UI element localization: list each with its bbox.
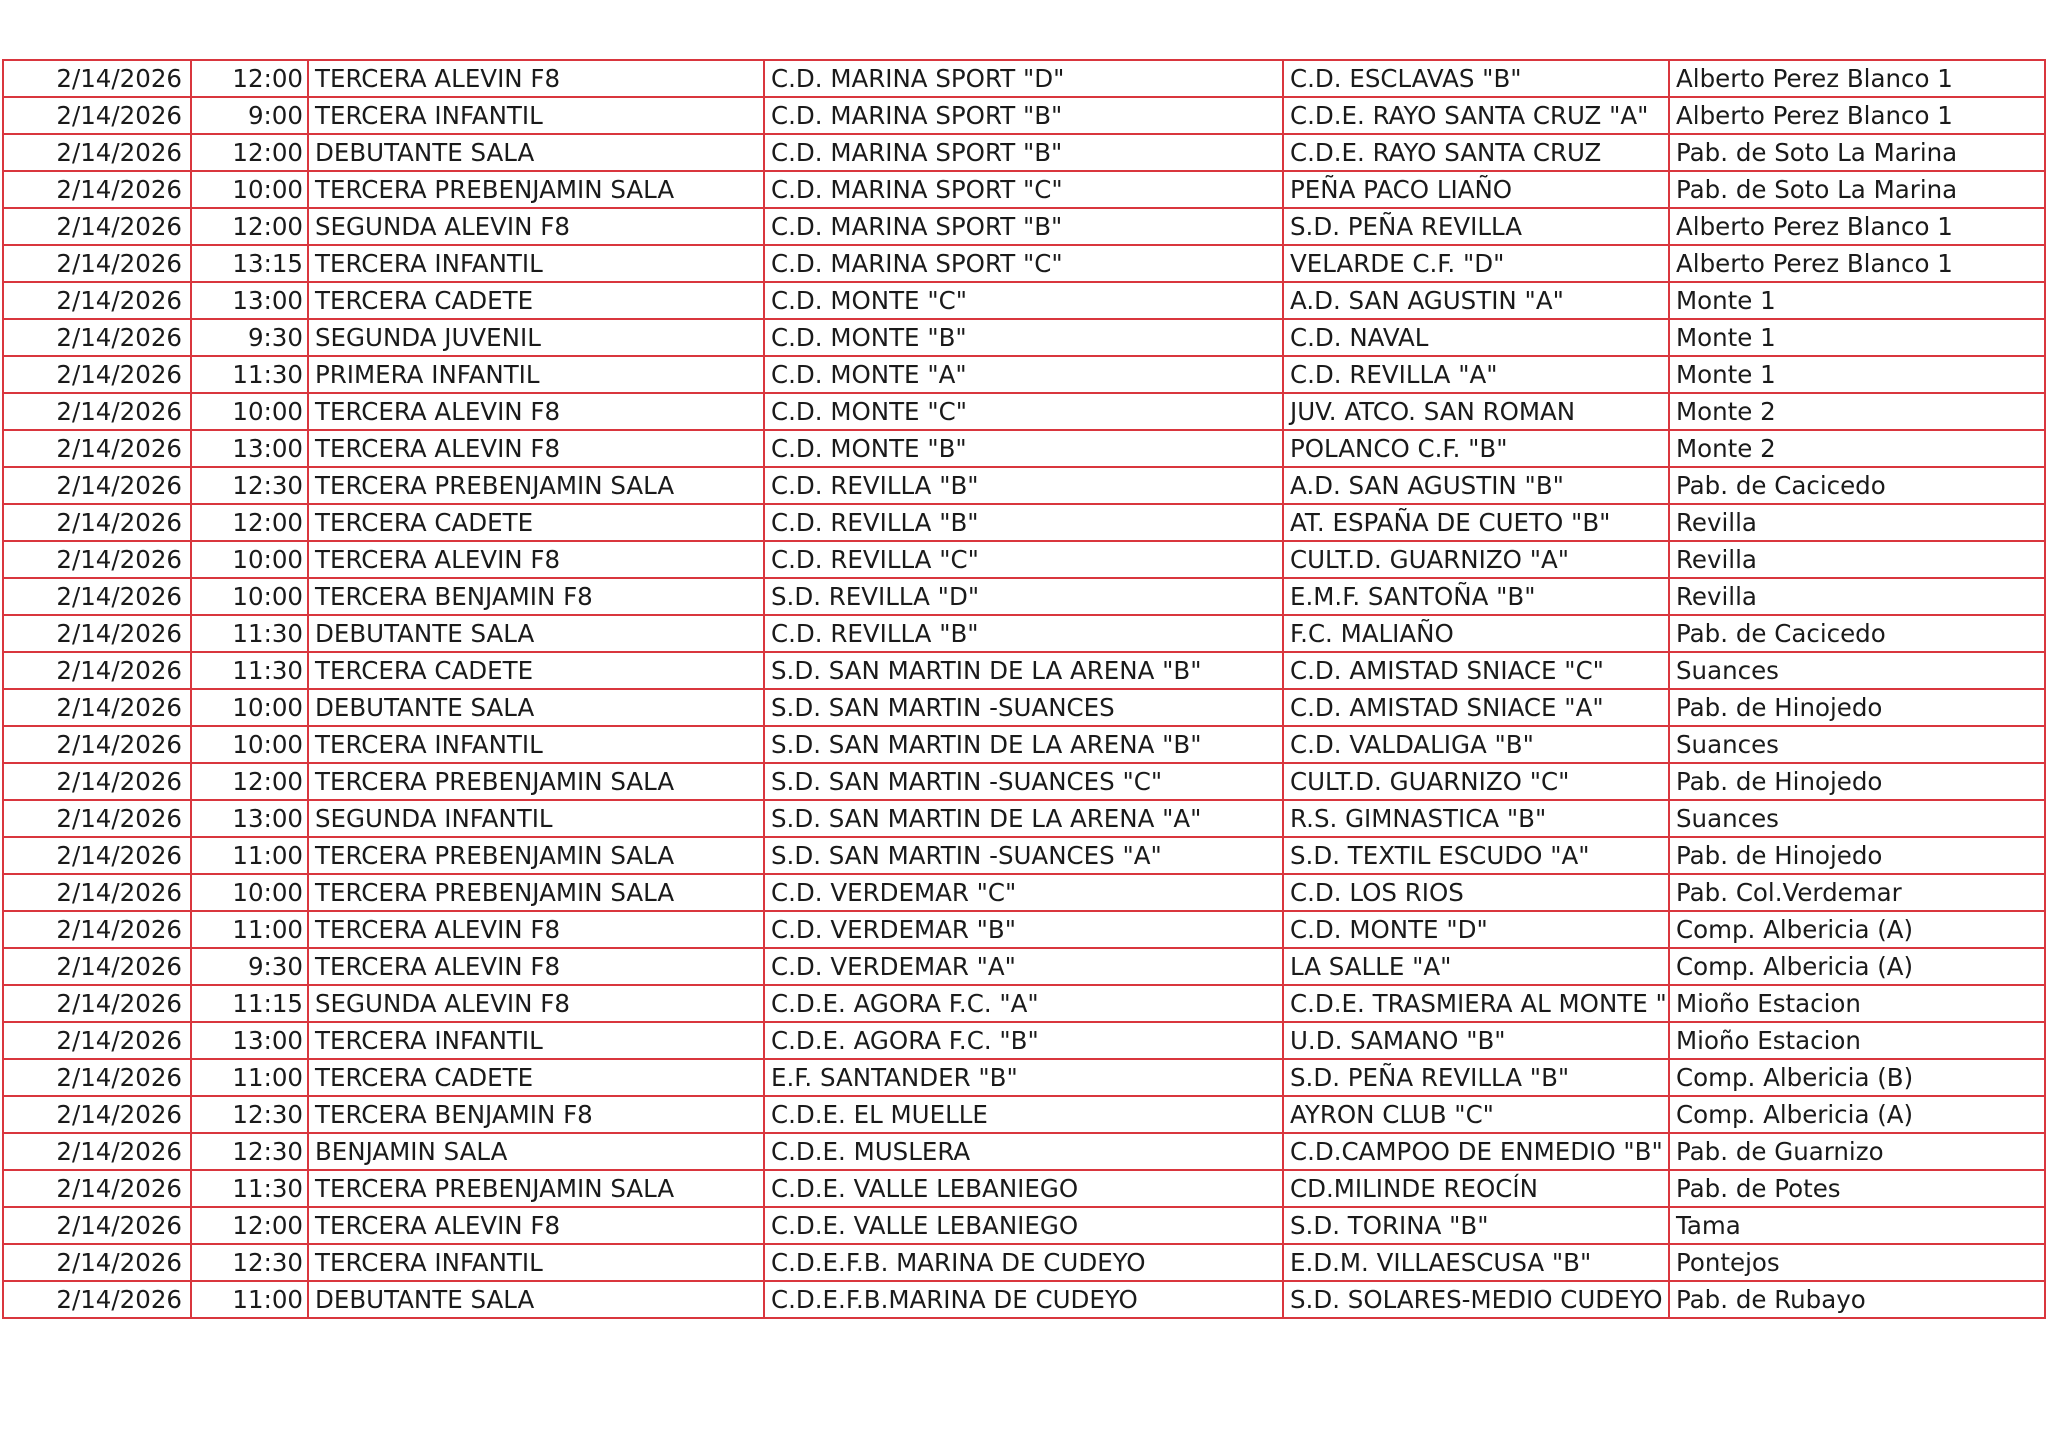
table-row bbox=[3, 948, 2045, 985]
match-category-cell: TERCERA PREBENJAMIN SALA bbox=[308, 1170, 764, 1207]
home-team-cell: C.D.E.F.B. MARINA DE CUDEYO bbox=[764, 1244, 1283, 1281]
home-team-cell: C.D. MARINA SPORT "B" bbox=[764, 208, 1283, 245]
away-team-cell: VELARDE C.F. "D" bbox=[1283, 245, 1669, 282]
away-team-cell: U.D. SAMANO "B" bbox=[1283, 1022, 1669, 1059]
venue-cell: Monte 2 bbox=[1669, 430, 2045, 467]
match-category-cell: SEGUNDA INFANTIL bbox=[308, 800, 764, 837]
table-row bbox=[3, 208, 2045, 245]
match-date-cell: 2/14/2026 bbox=[3, 1096, 191, 1133]
match-date-cell: 2/14/2026 bbox=[3, 800, 191, 837]
away-team-cell: E.D.M. VILLAESCUSA "B" bbox=[1283, 1244, 1669, 1281]
match-time-cell: 10:00 bbox=[191, 541, 308, 578]
away-team-cell: S.D. PEÑA REVILLA "B" bbox=[1283, 1059, 1669, 1096]
venue-cell: Mioño Estacion bbox=[1669, 1022, 2045, 1059]
table-row bbox=[3, 1244, 2045, 1281]
match-date-cell: 2/14/2026 bbox=[3, 97, 191, 134]
match-category-cell: TERCERA PREBENJAMIN SALA bbox=[308, 874, 764, 911]
match-schedule-table bbox=[2, 59, 2046, 1319]
table-row bbox=[3, 985, 2045, 1022]
match-category-cell: TERCERA ALEVIN F8 bbox=[308, 430, 764, 467]
match-time-cell: 12:30 bbox=[191, 1244, 308, 1281]
match-category-cell: DEBUTANTE SALA bbox=[308, 689, 764, 726]
venue-cell: Tama bbox=[1669, 1207, 2045, 1244]
table-row bbox=[3, 1096, 2045, 1133]
match-time-cell: 10:00 bbox=[191, 393, 308, 430]
match-category-cell: TERCERA ALEVIN F8 bbox=[308, 541, 764, 578]
venue-cell: Comp. Albericia (A) bbox=[1669, 911, 2045, 948]
table-row bbox=[3, 245, 2045, 282]
table-row bbox=[3, 430, 2045, 467]
match-date-cell: 2/14/2026 bbox=[3, 911, 191, 948]
home-team-cell: C.D.E. AGORA F.C. "B" bbox=[764, 1022, 1283, 1059]
venue-cell: Pab. de Soto La Marina bbox=[1669, 134, 2045, 171]
match-time-cell: 10:00 bbox=[191, 171, 308, 208]
match-time-cell: 11:30 bbox=[191, 356, 308, 393]
away-team-cell: C.D. MONTE "D" bbox=[1283, 911, 1669, 948]
match-category-cell: TERCERA CADETE bbox=[308, 282, 764, 319]
match-category-cell: PRIMERA INFANTIL bbox=[308, 356, 764, 393]
match-time-cell: 11:00 bbox=[191, 1059, 308, 1096]
home-team-cell: C.D.E.F.B.MARINA DE CUDEYO bbox=[764, 1281, 1283, 1318]
table-row bbox=[3, 504, 2045, 541]
match-category-cell: TERCERA INFANTIL bbox=[308, 726, 764, 763]
venue-cell: Suances bbox=[1669, 726, 2045, 763]
match-time-cell: 12:00 bbox=[191, 60, 308, 97]
home-team-cell: C.D. MONTE "C" bbox=[764, 282, 1283, 319]
away-team-cell: C.D. VALDALIGA "B" bbox=[1283, 726, 1669, 763]
venue-cell: Pab. de Hinojedo bbox=[1669, 689, 2045, 726]
away-team-cell: E.M.F. SANTOÑA "B" bbox=[1283, 578, 1669, 615]
away-team-cell: S.D. SOLARES-MEDIO CUDEYO bbox=[1283, 1281, 1669, 1318]
match-category-cell: TERCERA INFANTIL bbox=[308, 245, 764, 282]
table-row bbox=[3, 652, 2045, 689]
match-category-cell: TERCERA ALEVIN F8 bbox=[308, 911, 764, 948]
away-team-cell: C.D.E. RAYO SANTA CRUZ "A" bbox=[1283, 97, 1669, 134]
match-category-cell: BENJAMIN SALA bbox=[308, 1133, 764, 1170]
away-team-cell: C.D.E. TRASMIERA AL MONTE " bbox=[1283, 985, 1669, 1022]
table-row bbox=[3, 467, 2045, 504]
home-team-cell: C.D. REVILLA "B" bbox=[764, 615, 1283, 652]
away-team-cell: C.D. LOS RIOS bbox=[1283, 874, 1669, 911]
match-date-cell: 2/14/2026 bbox=[3, 689, 191, 726]
venue-cell: Monte 1 bbox=[1669, 356, 2045, 393]
table-row bbox=[3, 134, 2045, 171]
venue-cell: Monte 1 bbox=[1669, 319, 2045, 356]
table-row bbox=[3, 1022, 2045, 1059]
venue-cell: Mioño Estacion bbox=[1669, 985, 2045, 1022]
table-row bbox=[3, 1281, 2045, 1318]
venue-cell: Comp. Albericia (A) bbox=[1669, 948, 2045, 985]
match-category-cell: TERCERA PREBENJAMIN SALA bbox=[308, 763, 764, 800]
match-date-cell: 2/14/2026 bbox=[3, 1133, 191, 1170]
match-date-cell: 2/14/2026 bbox=[3, 245, 191, 282]
home-team-cell: C.D. MONTE "B" bbox=[764, 430, 1283, 467]
home-team-cell: C.D. MARINA SPORT "C" bbox=[764, 171, 1283, 208]
match-category-cell: DEBUTANTE SALA bbox=[308, 134, 764, 171]
match-date-cell: 2/14/2026 bbox=[3, 1170, 191, 1207]
table-row bbox=[3, 1207, 2045, 1244]
home-team-cell: C.D. REVILLA "B" bbox=[764, 467, 1283, 504]
table-row bbox=[3, 578, 2045, 615]
away-team-cell: C.D. ESCLAVAS "B" bbox=[1283, 60, 1669, 97]
home-team-cell: S.D. REVILLA "D" bbox=[764, 578, 1283, 615]
venue-cell: Pab. Col.Verdemar bbox=[1669, 874, 2045, 911]
match-category-cell: TERCERA PREBENJAMIN SALA bbox=[308, 837, 764, 874]
venue-cell: Suances bbox=[1669, 652, 2045, 689]
match-date-cell: 2/14/2026 bbox=[3, 60, 191, 97]
match-date-cell: 2/14/2026 bbox=[3, 615, 191, 652]
match-category-cell: TERCERA INFANTIL bbox=[308, 97, 764, 134]
away-team-cell: C.D.CAMPOO DE ENMEDIO "B" bbox=[1283, 1133, 1669, 1170]
venue-cell: Pontejos bbox=[1669, 1244, 2045, 1281]
match-time-cell: 11:30 bbox=[191, 615, 308, 652]
match-category-cell: TERCERA ALEVIN F8 bbox=[308, 60, 764, 97]
away-team-cell: CD.MILINDE REOCÍN bbox=[1283, 1170, 1669, 1207]
table-row bbox=[3, 837, 2045, 874]
match-category-cell: TERCERA CADETE bbox=[308, 1059, 764, 1096]
venue-cell: Pab. de Hinojedo bbox=[1669, 837, 2045, 874]
match-time-cell: 10:00 bbox=[191, 874, 308, 911]
home-team-cell: C.D. MONTE "B" bbox=[764, 319, 1283, 356]
match-time-cell: 9:30 bbox=[191, 319, 308, 356]
match-time-cell: 12:00 bbox=[191, 763, 308, 800]
home-team-cell: S.D. SAN MARTIN DE LA ARENA "A" bbox=[764, 800, 1283, 837]
match-date-cell: 2/14/2026 bbox=[3, 1022, 191, 1059]
venue-cell: Alberto Perez Blanco 1 bbox=[1669, 97, 2045, 134]
match-time-cell: 12:00 bbox=[191, 134, 308, 171]
table-row bbox=[3, 1133, 2045, 1170]
match-date-cell: 2/14/2026 bbox=[3, 393, 191, 430]
match-date-cell: 2/14/2026 bbox=[3, 1059, 191, 1096]
match-category-cell: TERCERA PREBENJAMIN SALA bbox=[308, 467, 764, 504]
venue-cell: Monte 2 bbox=[1669, 393, 2045, 430]
home-team-cell: S.D. SAN MARTIN -SUANCES "C" bbox=[764, 763, 1283, 800]
away-team-cell: F.C. MALIAÑO bbox=[1283, 615, 1669, 652]
venue-cell: Revilla bbox=[1669, 578, 2045, 615]
table-row bbox=[3, 689, 2045, 726]
venue-cell: Alberto Perez Blanco 1 bbox=[1669, 60, 2045, 97]
match-category-cell: TERCERA CADETE bbox=[308, 652, 764, 689]
match-date-cell: 2/14/2026 bbox=[3, 134, 191, 171]
match-date-cell: 2/14/2026 bbox=[3, 1244, 191, 1281]
home-team-cell: C.D. REVILLA "C" bbox=[764, 541, 1283, 578]
match-date-cell: 2/14/2026 bbox=[3, 282, 191, 319]
home-team-cell: S.D. SAN MARTIN DE LA ARENA "B" bbox=[764, 652, 1283, 689]
home-team-cell: C.D.E. MUSLERA bbox=[764, 1133, 1283, 1170]
venue-cell: Pab. de Hinojedo bbox=[1669, 763, 2045, 800]
match-category-cell: TERCERA BENJAMIN F8 bbox=[308, 1096, 764, 1133]
match-time-cell: 11:00 bbox=[191, 837, 308, 874]
home-team-cell: S.D. SAN MARTIN -SUANCES bbox=[764, 689, 1283, 726]
away-team-cell: S.D. TORINA "B" bbox=[1283, 1207, 1669, 1244]
match-time-cell: 13:00 bbox=[191, 800, 308, 837]
match-time-cell: 12:00 bbox=[191, 504, 308, 541]
match-category-cell: SEGUNDA ALEVIN F8 bbox=[308, 985, 764, 1022]
table-row bbox=[3, 541, 2045, 578]
match-category-cell: TERCERA ALEVIN F8 bbox=[308, 948, 764, 985]
match-category-cell: DEBUTANTE SALA bbox=[308, 615, 764, 652]
home-team-cell: C.D. MONTE "C" bbox=[764, 393, 1283, 430]
venue-cell: Pab. de Cacicedo bbox=[1669, 467, 2045, 504]
venue-cell: Suances bbox=[1669, 800, 2045, 837]
venue-cell: Comp. Albericia (A) bbox=[1669, 1096, 2045, 1133]
match-time-cell: 12:00 bbox=[191, 1207, 308, 1244]
match-date-cell: 2/14/2026 bbox=[3, 1207, 191, 1244]
venue-cell: Revilla bbox=[1669, 541, 2045, 578]
match-time-cell: 13:00 bbox=[191, 430, 308, 467]
match-date-cell: 2/14/2026 bbox=[3, 467, 191, 504]
match-time-cell: 13:15 bbox=[191, 245, 308, 282]
match-time-cell: 9:00 bbox=[191, 97, 308, 134]
match-time-cell: 12:30 bbox=[191, 1133, 308, 1170]
home-team-cell: E.F. SANTANDER "B" bbox=[764, 1059, 1283, 1096]
match-category-cell: TERCERA ALEVIN F8 bbox=[308, 393, 764, 430]
away-team-cell: R.S. GIMNASTICA "B" bbox=[1283, 800, 1669, 837]
match-date-cell: 2/14/2026 bbox=[3, 1281, 191, 1318]
away-team-cell: C.D. NAVAL bbox=[1283, 319, 1669, 356]
home-team-cell: C.D. REVILLA "B" bbox=[764, 504, 1283, 541]
match-time-cell: 9:30 bbox=[191, 948, 308, 985]
table-row bbox=[3, 356, 2045, 393]
match-date-cell: 2/14/2026 bbox=[3, 208, 191, 245]
table-row bbox=[3, 282, 2045, 319]
venue-cell: Alberto Perez Blanco 1 bbox=[1669, 208, 2045, 245]
table-row bbox=[3, 60, 2045, 97]
away-team-cell: C.D. AMISTAD SNIACE "C" bbox=[1283, 652, 1669, 689]
match-category-cell: TERCERA INFANTIL bbox=[308, 1244, 764, 1281]
home-team-cell: C.D. MARINA SPORT "B" bbox=[764, 134, 1283, 171]
away-team-cell: POLANCO C.F. "B" bbox=[1283, 430, 1669, 467]
match-date-cell: 2/14/2026 bbox=[3, 837, 191, 874]
match-time-cell: 10:00 bbox=[191, 689, 308, 726]
venue-cell: Pab. de Rubayo bbox=[1669, 1281, 2045, 1318]
match-time-cell: 10:00 bbox=[191, 726, 308, 763]
table-row bbox=[3, 319, 2045, 356]
away-team-cell: LA SALLE "A" bbox=[1283, 948, 1669, 985]
match-date-cell: 2/14/2026 bbox=[3, 948, 191, 985]
match-date-cell: 2/14/2026 bbox=[3, 171, 191, 208]
away-team-cell: CULT.D. GUARNIZO "C" bbox=[1283, 763, 1669, 800]
away-team-cell: PEÑA PACO LIAÑO bbox=[1283, 171, 1669, 208]
match-category-cell: SEGUNDA JUVENIL bbox=[308, 319, 764, 356]
away-team-cell: AYRON CLUB "C" bbox=[1283, 1096, 1669, 1133]
match-schedule-body bbox=[3, 60, 2045, 1318]
match-time-cell: 12:30 bbox=[191, 467, 308, 504]
match-date-cell: 2/14/2026 bbox=[3, 726, 191, 763]
table-row bbox=[3, 97, 2045, 134]
home-team-cell: S.D. SAN MARTIN DE LA ARENA "B" bbox=[764, 726, 1283, 763]
table-row bbox=[3, 800, 2045, 837]
match-time-cell: 11:30 bbox=[191, 652, 308, 689]
venue-cell: Pab. de Guarnizo bbox=[1669, 1133, 2045, 1170]
away-team-cell: S.D. PEÑA REVILLA bbox=[1283, 208, 1669, 245]
home-team-cell: S.D. SAN MARTIN -SUANCES "A" bbox=[764, 837, 1283, 874]
match-category-cell: SEGUNDA ALEVIN F8 bbox=[308, 208, 764, 245]
match-time-cell: 11:00 bbox=[191, 1281, 308, 1318]
home-team-cell: C.D. VERDEMAR "A" bbox=[764, 948, 1283, 985]
home-team-cell: C.D. MARINA SPORT "C" bbox=[764, 245, 1283, 282]
venue-cell: Pab. de Potes bbox=[1669, 1170, 2045, 1207]
table-row bbox=[3, 171, 2045, 208]
table-row bbox=[3, 763, 2045, 800]
match-category-cell: TERCERA CADETE bbox=[308, 504, 764, 541]
away-team-cell: C.D. REVILLA "A" bbox=[1283, 356, 1669, 393]
away-team-cell: JUV. ATCO. SAN ROMAN bbox=[1283, 393, 1669, 430]
match-date-cell: 2/14/2026 bbox=[3, 356, 191, 393]
table-row bbox=[3, 911, 2045, 948]
match-time-cell: 11:15 bbox=[191, 985, 308, 1022]
table-row bbox=[3, 1059, 2045, 1096]
match-category-cell: TERCERA PREBENJAMIN SALA bbox=[308, 171, 764, 208]
match-date-cell: 2/14/2026 bbox=[3, 874, 191, 911]
away-team-cell: A.D. SAN AGUSTIN "A" bbox=[1283, 282, 1669, 319]
match-date-cell: 2/14/2026 bbox=[3, 541, 191, 578]
table-row bbox=[3, 1170, 2045, 1207]
match-category-cell: TERCERA BENJAMIN F8 bbox=[308, 578, 764, 615]
match-time-cell: 12:30 bbox=[191, 1096, 308, 1133]
away-team-cell: C.D.E. RAYO SANTA CRUZ bbox=[1283, 134, 1669, 171]
home-team-cell: C.D.E. VALLE LEBANIEGO bbox=[764, 1207, 1283, 1244]
venue-cell: Pab. de Soto La Marina bbox=[1669, 171, 2045, 208]
match-date-cell: 2/14/2026 bbox=[3, 430, 191, 467]
match-time-cell: 10:00 bbox=[191, 578, 308, 615]
away-team-cell: A.D. SAN AGUSTIN "B" bbox=[1283, 467, 1669, 504]
match-date-cell: 2/14/2026 bbox=[3, 578, 191, 615]
home-team-cell: C.D. MARINA SPORT "D" bbox=[764, 60, 1283, 97]
away-team-cell: C.D. AMISTAD SNIACE "A" bbox=[1283, 689, 1669, 726]
match-date-cell: 2/14/2026 bbox=[3, 985, 191, 1022]
home-team-cell: C.D. MARINA SPORT "B" bbox=[764, 97, 1283, 134]
table-row bbox=[3, 726, 2045, 763]
venue-cell: Alberto Perez Blanco 1 bbox=[1669, 245, 2045, 282]
home-team-cell: C.D.E. VALLE LEBANIEGO bbox=[764, 1170, 1283, 1207]
away-team-cell: S.D. TEXTIL ESCUDO "A" bbox=[1283, 837, 1669, 874]
match-time-cell: 11:30 bbox=[191, 1170, 308, 1207]
match-category-cell: TERCERA INFANTIL bbox=[308, 1022, 764, 1059]
home-team-cell: C.D. VERDEMAR "C" bbox=[764, 874, 1283, 911]
match-date-cell: 2/14/2026 bbox=[3, 504, 191, 541]
table-row bbox=[3, 615, 2045, 652]
home-team-cell: C.D.E. EL MUELLE bbox=[764, 1096, 1283, 1133]
home-team-cell: C.D.E. AGORA F.C. "A" bbox=[764, 985, 1283, 1022]
home-team-cell: C.D. MONTE "A" bbox=[764, 356, 1283, 393]
venue-cell: Revilla bbox=[1669, 504, 2045, 541]
match-date-cell: 2/14/2026 bbox=[3, 652, 191, 689]
match-time-cell: 13:00 bbox=[191, 282, 308, 319]
venue-cell: Pab. de Cacicedo bbox=[1669, 615, 2045, 652]
match-time-cell: 11:00 bbox=[191, 911, 308, 948]
home-team-cell: C.D. VERDEMAR "B" bbox=[764, 911, 1283, 948]
match-time-cell: 13:00 bbox=[191, 1022, 308, 1059]
away-team-cell: CULT.D. GUARNIZO "A" bbox=[1283, 541, 1669, 578]
away-team-cell: AT. ESPAÑA DE CUETO "B" bbox=[1283, 504, 1669, 541]
match-category-cell: TERCERA ALEVIN F8 bbox=[308, 1207, 764, 1244]
venue-cell: Comp. Albericia (B) bbox=[1669, 1059, 2045, 1096]
match-time-cell: 12:00 bbox=[191, 208, 308, 245]
table-row bbox=[3, 393, 2045, 430]
table-row bbox=[3, 874, 2045, 911]
venue-cell: Monte 1 bbox=[1669, 282, 2045, 319]
match-date-cell: 2/14/2026 bbox=[3, 763, 191, 800]
match-date-cell: 2/14/2026 bbox=[3, 319, 191, 356]
match-category-cell: DEBUTANTE SALA bbox=[308, 1281, 764, 1318]
